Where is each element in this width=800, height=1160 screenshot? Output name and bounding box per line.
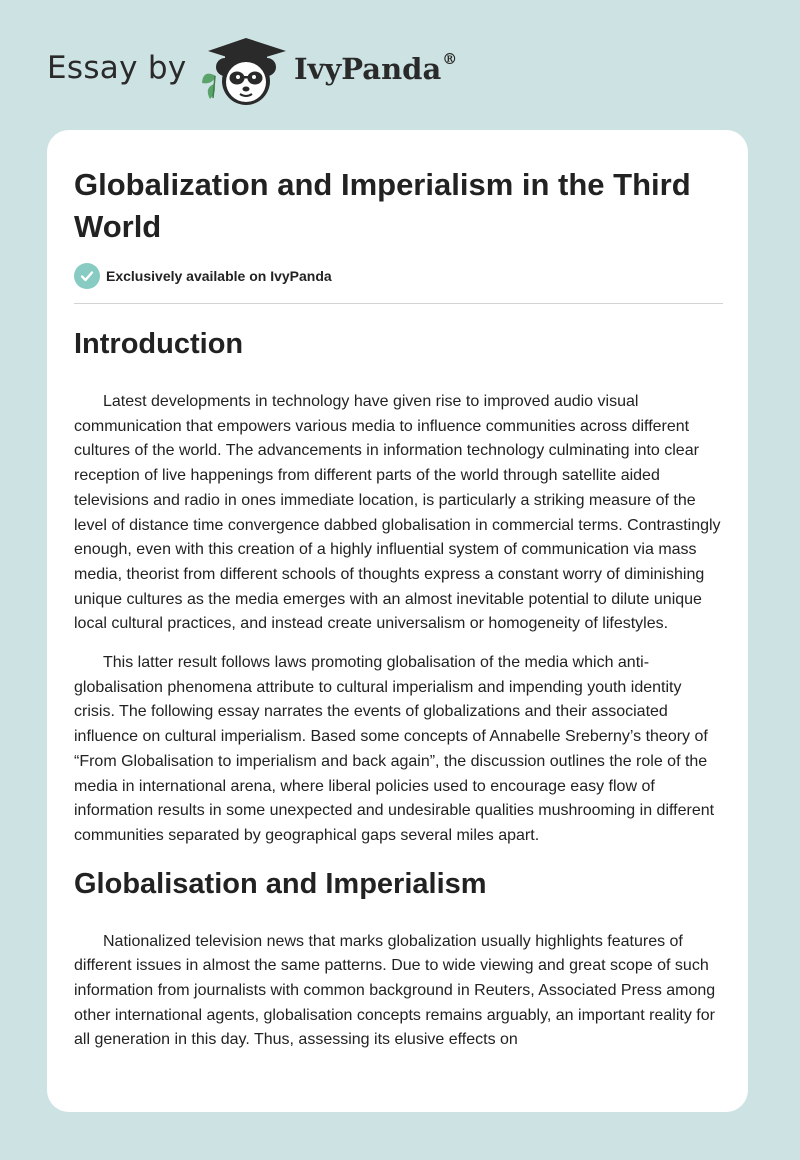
divider: [74, 303, 723, 304]
paragraph: This latter result follows laws promoting globalisation of the media which anti-globalisation phenomena attribute to cultural imperialism and impending youth identity crisis. The following essay narrates the events of globalizations and their associated influence on cultural imperialism. Based some concepts of Annabelle Sreberny’s theory of “From Globalisation to imperialism and back again”, the discussion outlines the role of the media in international arena, where liberal policies used to encourage easy flow of information results in some unexpected and undesirable qualities mushrooming in different communities separated by geographical gaps several miles apart.: [74, 654, 715, 844]
check-circle-icon: [74, 263, 100, 289]
paragraph: Nationalized television news that marks globalization usually highlights features of different issues in almost the same patterns. Due to wide viewing and great scope of such information from journalists with common background in Reuters, Associated Press among other international agents, globalisation concepts remains arguably, an important reality for all generation in this day. Thus, assessing its elusive effects on: [74, 932, 716, 1049]
paragraph: Latest developments in technology have given rise to improved audio visual communication that empowers various media to influence communities across different cultures of the world. The advancements in information technology culminating into clear reception of live happenings from different parts of the world through satellite aided televisions and radio in ones immediate location, is particularly a striking measure of the level of distance time convergence dabbed globalisation in commercial terms. Contrastingly enough, even with this creation of a highly influential system of communication via mass media, theorist from different schools of thoughts express a constant worry of diminishing unique cultures as the media emerges with an almost inevitable potential to dilute unique local cultural practices, and instead create universalism or homogeneity of lifestyles.: [74, 393, 721, 633]
brand-prefix: Essay by: [47, 50, 187, 86]
article-body: [74, 323, 724, 1053]
article-card: [47, 130, 748, 1112]
brand-name[interactable]: IvyPanda®: [294, 50, 458, 86]
panda-graduate-icon[interactable]: [200, 36, 292, 108]
site-header: [0, 0, 800, 130]
section-heading-introduction: Introduction: [74, 328, 244, 360]
badge-text: Exclusively available on IvyPanda: [106, 268, 332, 284]
exclusive-badge: [74, 263, 332, 289]
article-title: Globalization and Imperialism in the Third World: [74, 167, 691, 244]
section-heading-globalisation-and-imperialism: Globalisation and Imperialism: [74, 867, 487, 900]
